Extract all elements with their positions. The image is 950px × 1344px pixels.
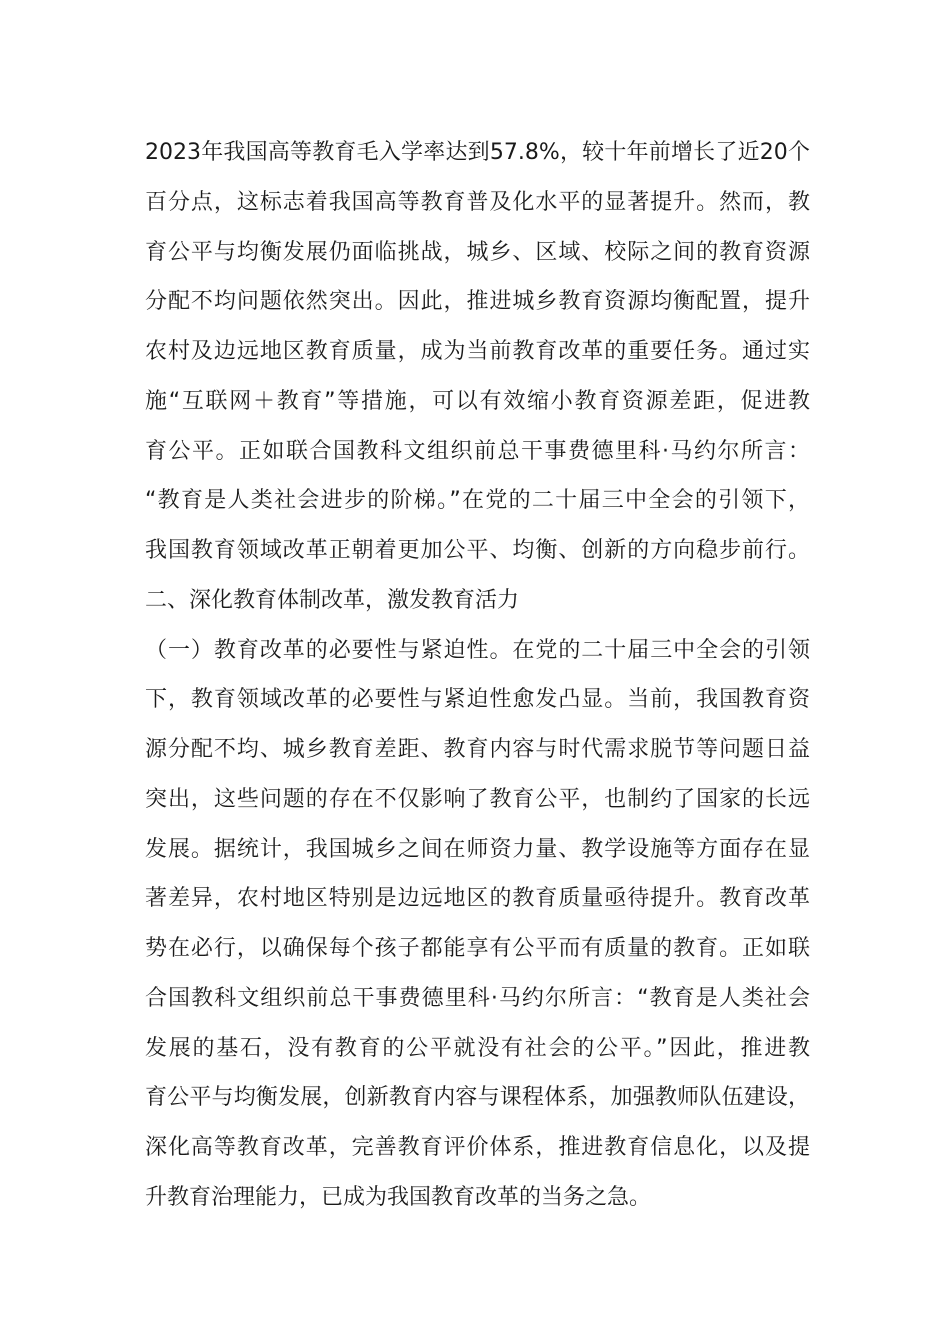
text-line-7: 育公平。正如联合国教科文组织前总干事费德里科·马约尔所言： bbox=[145, 438, 810, 464]
text-line-20: 育公平与均衡发展，创新教育内容与课程体系，加强教师队伍建设， bbox=[145, 1085, 810, 1111]
text-line-5: 农村及边远地区教育质量，成为当前教育改革的重要任务。通过实 bbox=[145, 339, 810, 364]
text-line-16: 著差异，农村地区特别是边远地区的教育质量亟待提升。教育改革 bbox=[145, 886, 810, 912]
text-line-18: 合国教科文组织前总干事费德里科·马约尔所言：“教育是人类社会 bbox=[145, 985, 810, 1011]
text-line-2: 百分点，这标志着我国高等教育普及化水平的显著提升。然而，教 bbox=[145, 189, 810, 215]
text-line-1: 2023年我国高等教育毛入学率达到57.8%，较十年前增长了近20个 bbox=[145, 140, 810, 165]
text-line-19: 发展的基石，没有教育的公平就没有社会的公平。”因此，推进教 bbox=[145, 1035, 810, 1061]
text-line-11: （一）教育改革的必要性与紧迫性。在党的二十届三中全会的引领 bbox=[145, 637, 810, 663]
text-line-12: 下，教育领域改革的必要性与紧迫性愈发凸显。当前，我国教育资 bbox=[145, 687, 810, 713]
text-line-13: 源分配不均、城乡教育差距、教育内容与时代需求脱节等问题日益 bbox=[145, 737, 810, 762]
body-text bbox=[145, 128, 810, 1223]
text-line-14: 突出，这些问题的存在不仅影响了教育公平，也制约了国家的长远 bbox=[145, 786, 810, 812]
text-line-6: 施“互联网＋教育”等措施，可以有效缩小教育资源差距，促进教 bbox=[145, 388, 810, 414]
text-line-9: 我国教育领域改革正朝着更加公平、均衡、创新的方向稳步前行。 bbox=[145, 538, 810, 563]
text-line-15: 发展。据统计，我国城乡之间在师资力量、教学设施等方面存在显 bbox=[145, 836, 810, 862]
text-line-17: 势在必行，以确保每个孩子都能享有公平而有质量的教育。正如联 bbox=[145, 936, 810, 961]
text-line-22: 升教育治理能力，已成为我国教育改革的当务之急。 bbox=[145, 1184, 652, 1210]
section-heading: 二、深化教育体制改革，激发教育活力 bbox=[145, 587, 520, 613]
text-line-3: 育公平与均衡发展仍面临挑战，城乡、区域、校际之间的教育资源 bbox=[145, 239, 810, 265]
text-line-8: “教育是人类社会进步的阶梯。”在党的二十届三中全会的引领下， bbox=[145, 488, 810, 514]
text-line-4: 分配不均问题依然突出。因此，推进城乡教育资源均衡配置，提升 bbox=[145, 289, 810, 315]
text-line-21: 深化高等教育改革，完善教育评价体系，推进教育信息化，以及提 bbox=[145, 1135, 810, 1160]
